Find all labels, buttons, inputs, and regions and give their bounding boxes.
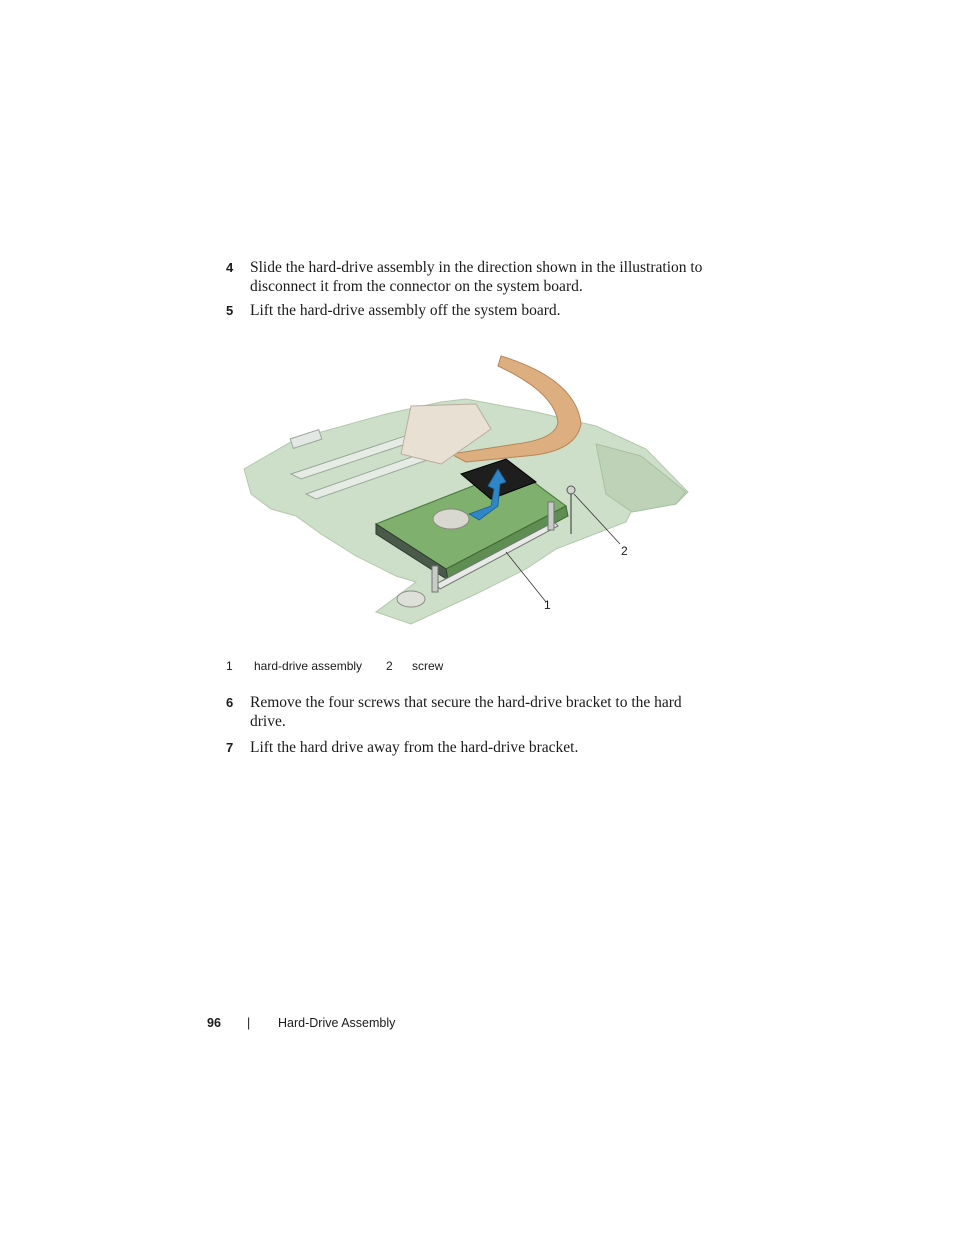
- step-text: Lift the hard-drive assembly off the system board.: [250, 302, 561, 319]
- step-text: Slide the hard-drive assembly in the direction shown in the illustration to disconnect it from the connector on the system board.: [250, 259, 703, 295]
- step-text: Remove the four screws that secure the hard-drive bracket to the hard drive.: [250, 694, 682, 730]
- step-number: 7: [226, 740, 234, 755]
- callout-2: 2: [621, 544, 628, 558]
- step-number: 6: [226, 695, 234, 710]
- legend-number-2: 2: [386, 659, 393, 673]
- step-number: 4: [226, 260, 234, 275]
- callout-1: 1: [544, 598, 551, 612]
- step-5: [226, 302, 726, 321]
- legend-number-1: 1: [226, 659, 233, 673]
- step-6: [226, 694, 706, 731]
- board-battery: [397, 591, 425, 607]
- hard-drive-removal-illustration: [236, 344, 696, 634]
- legend-label-2: screw: [412, 659, 444, 673]
- step-text: Lift the hard drive away from the hard-drive bracket.: [250, 739, 579, 756]
- step-7: [226, 739, 726, 758]
- footer-separator: |: [247, 1016, 251, 1030]
- step-number: 5: [226, 303, 234, 318]
- footer-section-title: Hard-Drive Assembly: [278, 1016, 396, 1030]
- step-4: [226, 259, 726, 296]
- legend-label-1: hard-drive assembly: [254, 659, 363, 673]
- page-number: 96: [207, 1016, 221, 1030]
